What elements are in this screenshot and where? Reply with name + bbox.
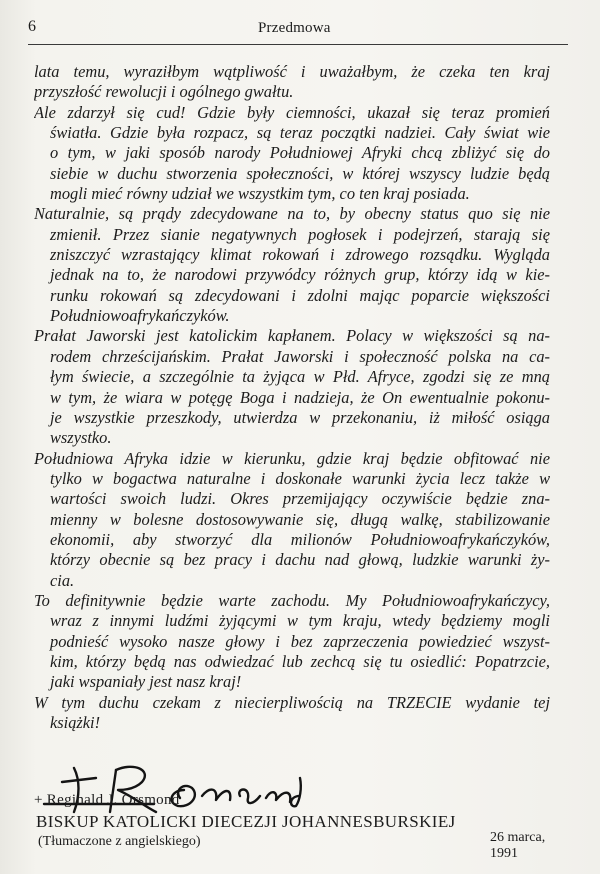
body-line: tylko w bogactwa naturalne i doskonałe warunki życia lecz także w <box>50 468 550 488</box>
body-line: cia. <box>50 570 75 590</box>
body-line: jaki wspaniały jest nasz kraj! <box>50 672 242 692</box>
translation-note: (Tłumaczone z angielskiego) <box>38 834 201 849</box>
body-line: książki! <box>50 713 101 732</box>
body-line: mogli mieć równy udział we wszystkim tym, co ten kraj posiada. <box>50 184 470 204</box>
body-line: wraz z innymi ludźmi żyjącymi w tym kraju, wtedy będziemy mogli <box>50 611 550 631</box>
body-line: Naturalnie, są prądy zdecydowane na to, by obecny status quo się nie <box>34 204 550 224</box>
running-head: Przedmowa <box>258 20 331 36</box>
body-line: przyszłość rewolucji i ogólnego gwałtu. <box>34 82 294 102</box>
body-line: jednak na to, że narodowi przywódcy różnych grup, którzy idą w kie- <box>50 265 550 285</box>
body-line: To definitywnie będzie warte zachodu. My Południowoafrykańczycy, <box>34 590 550 610</box>
sign-date: 26 marca, 1991 <box>490 830 546 861</box>
body-line: zniszczyć wzrastający klimat rokowań i zdrowego rozsądku. Wygląda <box>50 245 550 265</box>
signer-name: + Reginald J. Orsmond <box>34 792 180 808</box>
page-header <box>28 14 568 46</box>
body-line: ekonomii, aby stworzyć dla milionów Południowoafrykańczyków, <box>50 529 550 549</box>
body-line: którzy obecnie są bez pracy i dachu nad głową, ludzkie warunki ży- <box>50 550 550 570</box>
body-line: w tym, że wiara w potęgę Boga i nadzieja, że On ewentualnie pokonu- <box>50 387 550 407</box>
body-line: Prałat Jaworski jest katolickim kapłanem. Polacy w większości są na- <box>34 326 550 346</box>
body-line: Ale zdarzył się cud! Gdzie były ciemności, ukazał się teraz promień <box>34 102 550 122</box>
body-line: lata temu, wyraziłbym wątpliwość i uważałbym, że czeka ten kraj <box>34 62 550 81</box>
signature-block <box>28 760 568 860</box>
body-line: rodem chrześcijańskim. Prałat Jaworski i społeczność polska na ca- <box>50 346 550 366</box>
body-line: podnieść wysoko nasze głowy i bez zaprzeczenia powiedzieć wszyst- <box>50 631 550 651</box>
body-line: W tym duchu czekam z niecierpliwością na TRZECIE wydanie tej <box>34 692 550 712</box>
body-line: je wszystkie przeszkody, utwierdza w przekonaniu, iż miłość osiąga <box>50 407 550 427</box>
body-line: łym świecie, a szczególnie ta żyjąca w Płd. Afryce, zgodzi się ze mną <box>50 367 550 387</box>
signer-title: BISKUP KATOLICKI DIECEZJI JOHANNESBURSKIEJ <box>36 812 456 831</box>
handwritten-signature <box>34 760 324 820</box>
body-line: siebie w duchu stworzenia społeczności, w której wszyscy ludzie będą <box>50 163 550 183</box>
header-rule <box>28 44 568 45</box>
body-line: kim, którzy będą nas odwiedzać lub zechcą się tu osiedlić: Popatrzcie, <box>50 651 550 671</box>
body-line: zmienił. Przez sianie negatywnych pogłosek i podejrzeń, starają się <box>50 224 550 244</box>
body-text <box>34 62 550 733</box>
body-line: Południowa Afryka idzie w kierunku, gdzie kraj będzie obfitować nie <box>34 448 550 468</box>
body-line: Południowoafrykańczyków. <box>50 306 230 326</box>
body-line: mienny w bolesne dostosowywanie się, długą walkę, stabilizowanie <box>50 509 550 529</box>
body-line: światła. Gdzie była rozpacz, są teraz początki nadziei. Cały świat wie <box>50 123 550 143</box>
body-line: wszystko. <box>50 428 112 448</box>
page-number: 6 <box>28 18 36 35</box>
body-line: runku rokowań są zdecydowani i zdolni mając poparcie większości <box>50 285 550 305</box>
body-line: wartości swoich ludzi. Okres przemijający oczywiście będzie zna- <box>50 489 550 509</box>
body-line: o tym, w jaki sposób narody Południowej Afryki chcą zbliżyć się do <box>50 143 550 163</box>
